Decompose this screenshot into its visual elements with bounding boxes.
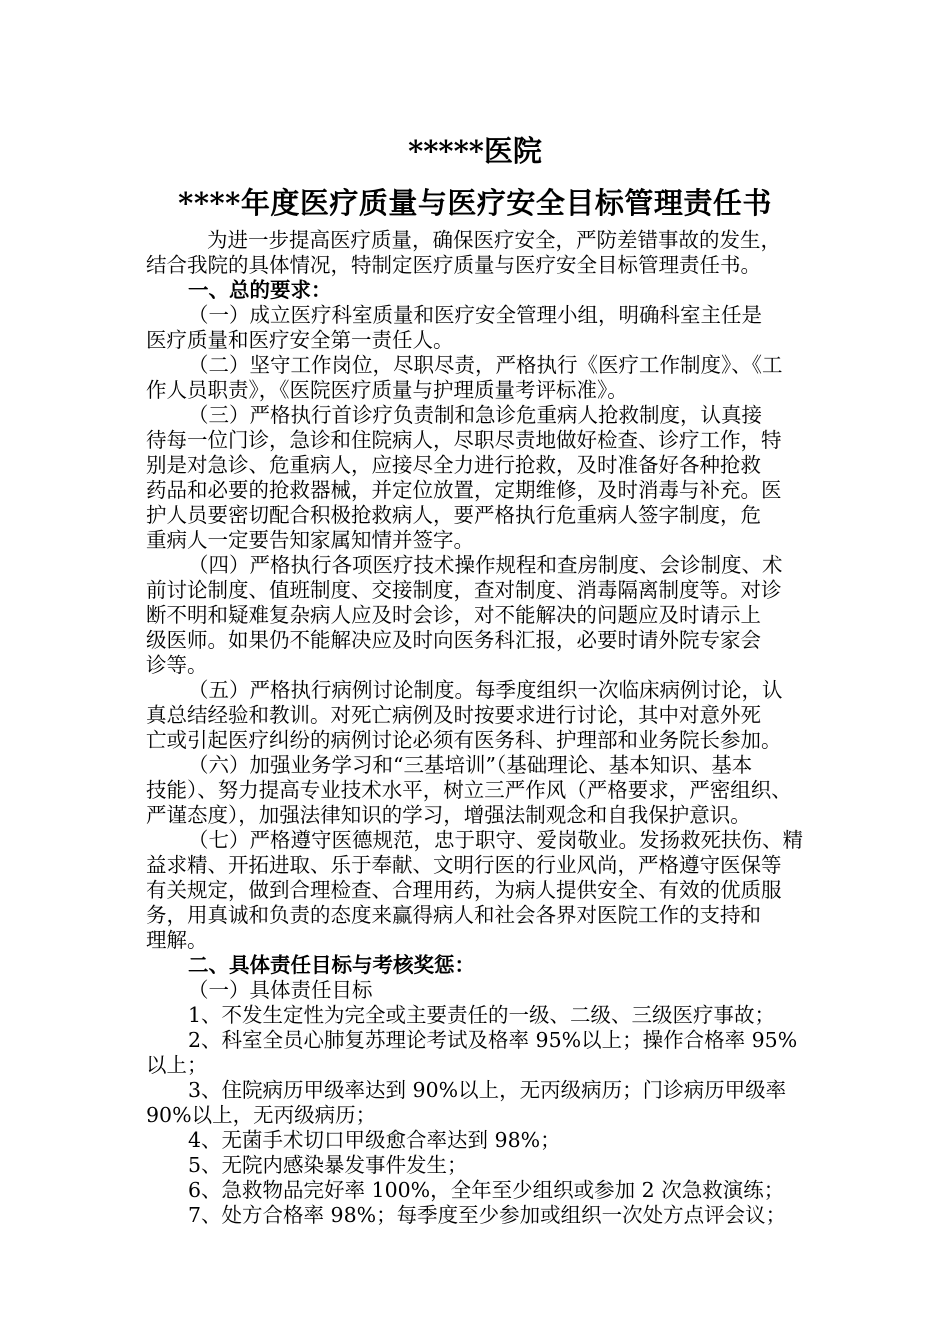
text-line: （二）坚守工作岗位，尽职尽责，严格执行《医疗工作制度》、《工 — [188, 353, 783, 377]
text-line: 务，用真诚和负责的态度来赢得病人和社会各界对医院工作的支持和 — [146, 903, 761, 927]
text-line: 断不明和疑难复杂病人应及时会诊，对不能解决的问题应及时请示上 — [146, 603, 761, 627]
text-line: 药品和必要的抢救器械，并定位放置，定期维修，及时消毒与补充。医 — [146, 478, 782, 502]
text-line: 有关规定，做到合理检查、合理用药，为病人提供安全、有效的优质服 — [146, 878, 782, 902]
list-item-continuation: 以上； — [146, 1053, 208, 1077]
list-item: 7、处方合格率 98%；每季度至少参加或组织一次处方点评会议； — [188, 1203, 787, 1227]
list-item: 2、科室全员心肺复苏理论考试及格率 95%以上；操作合格率 95% — [188, 1028, 798, 1052]
text-line: 益求精、开拓进取、乐于奉献、文明行医的行业风尚，严格遵守医保等 — [146, 853, 782, 877]
text-line: （一）成立医疗科室质量和医疗安全管理小组，明确科室主任是 — [188, 303, 762, 327]
text-line: 亡或引起医疗纠纷的病例讨论必须有医务科、护理部和业务院长参加。 — [146, 728, 782, 752]
text-line: 级医师。如果仍不能解决应及时向医务科汇报，必要时请外院专家会 — [146, 628, 761, 652]
text-line: 诊等。 — [146, 653, 208, 677]
section-heading: 二、具体责任目标与考核奖惩： — [188, 953, 475, 977]
text-line: 护人员要密切配合积极抢救病人，要严格执行危重病人签字制度，危 — [146, 503, 761, 527]
text-line: 别是对急诊、危重病人，应接尽全力进行抢救，及时准备好各种抢救 — [146, 453, 761, 477]
document-title: *****医院 — [408, 134, 542, 168]
list-item: 5、无院内感染暴发事件发生； — [188, 1153, 468, 1177]
text-line: 严谨态度），加强法律知识的学习，增强法制观念和自我保护意识。 — [146, 803, 751, 827]
text-line: 重病人一定要告知家属知情并签字。 — [146, 528, 474, 552]
text-line: 理解。 — [146, 928, 208, 952]
text-line: 前讨论制度、值班制度、交接制度，查对制度、消毒隔离制度等。对诊 — [146, 578, 782, 602]
text-line: 技能）、努力提高专业技术水平，树立三严作风（严格要求，严密组织、 — [146, 778, 792, 802]
text-line: （三）严格执行首诊疗负责制和急诊危重病人抢救制度，认真接 — [188, 403, 762, 427]
list-item: 4、无菌手术切口甲级愈合率达到 98%； — [188, 1128, 561, 1152]
list-item: 6、急救物品完好率 100%，全年至少组织或参加 2 次急救演练； — [188, 1178, 785, 1202]
text-line: 真总结经验和教训。对死亡病例及时按要求进行讨论，其中对意外死 — [146, 703, 761, 727]
text-line: 作人员职责》，《医院医疗质量与护理质量考评标准》。 — [146, 378, 628, 402]
subsection-heading: （一）具体责任目标 — [188, 978, 373, 1002]
text-line: （四）严格执行各项医疗技术操作规程和查房制度、会诊制度、术 — [188, 553, 783, 577]
text-line: 为进一步提高医疗质量，确保医疗安全，严防差错事故的发生， — [207, 228, 781, 252]
list-item: 1、不发生定性为完全或主要责任的一级、二级、三级医疗事故； — [188, 1003, 776, 1027]
list-item-continuation: 90%以上，无丙级病历； — [146, 1103, 377, 1127]
text-line: 医疗质量和医疗安全第一责任人。 — [146, 328, 454, 352]
text-line: （六）加强业务学习和“三基培训”（基础理论、基本知识、基本 — [188, 753, 753, 777]
list-item: 3、住院病历甲级率达到 90%以上，无丙级病历；门诊病历甲级率 — [188, 1078, 787, 1102]
text-line: （五）严格执行病例讨论制度。每季度组织一次临床病例讨论，认 — [188, 678, 783, 702]
section-heading: 一、总的要求： — [188, 278, 332, 302]
text-line: 待每一位门诊，急诊和住院病人，尽职尽责地做好检查、诊疗工作，特 — [146, 428, 782, 452]
text-line: （七）严格遵守医德规范，忠于职守、爱岗敬业。发扬救死扶伤、精 — [188, 828, 803, 852]
text-line: 结合我院的具体情况，特制定医疗质量与医疗安全目标管理责任书。 — [146, 253, 761, 277]
document-subtitle: ****年度医疗质量与医疗安全目标管理责任书 — [178, 186, 772, 220]
